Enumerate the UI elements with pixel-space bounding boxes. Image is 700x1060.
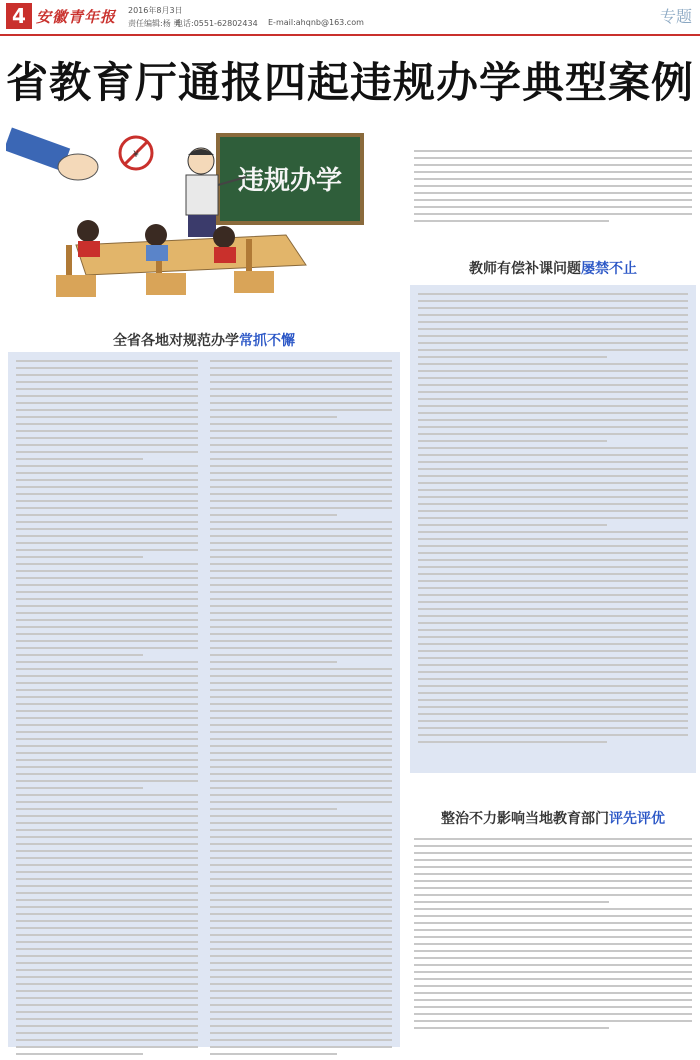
heading-text: 全省各地对规范办学 (113, 333, 239, 349)
hand-stop-sign-icon (6, 127, 152, 180)
svg-text:¥: ¥ (133, 150, 139, 160)
section-heading-remedy (410, 806, 696, 828)
section-label: 专题 (659, 7, 692, 26)
article-panel-teacher (410, 285, 696, 773)
cartoon-illustration (6, 125, 366, 315)
heading-highlight: 常抓不懈 (239, 333, 295, 349)
email-info: E-mail:ahqnb@163.com (268, 18, 364, 27)
article-panel-province (8, 352, 400, 1047)
page-headline: 省教育厅通报四起违规办学典型案例 (5, 58, 694, 107)
issue-date: 2016年8月3日 (128, 6, 183, 15)
heading-highlight: 评先评优 (609, 811, 665, 827)
section-heading-teacher (410, 256, 696, 278)
section-heading-province (8, 328, 400, 350)
intro-paragraph (410, 150, 696, 232)
newspaper-name: 安徽青年报 (36, 8, 117, 26)
blackboard-text: 违规办学 (237, 166, 343, 196)
heading-text: 整治不力影响当地教育部门 (441, 811, 609, 827)
article-remedy (410, 832, 696, 1047)
heading-highlight: 屡禁不止 (581, 261, 637, 277)
students-desks (56, 220, 306, 297)
phone-info: 电话:0551-62802434 (175, 19, 258, 28)
editor-info: 责任编辑:杨 勇 (128, 19, 182, 28)
masthead (0, 0, 700, 36)
heading-text: 教师有偿补课问题 (469, 261, 581, 277)
newspaper-logo: 4 (6, 3, 32, 29)
